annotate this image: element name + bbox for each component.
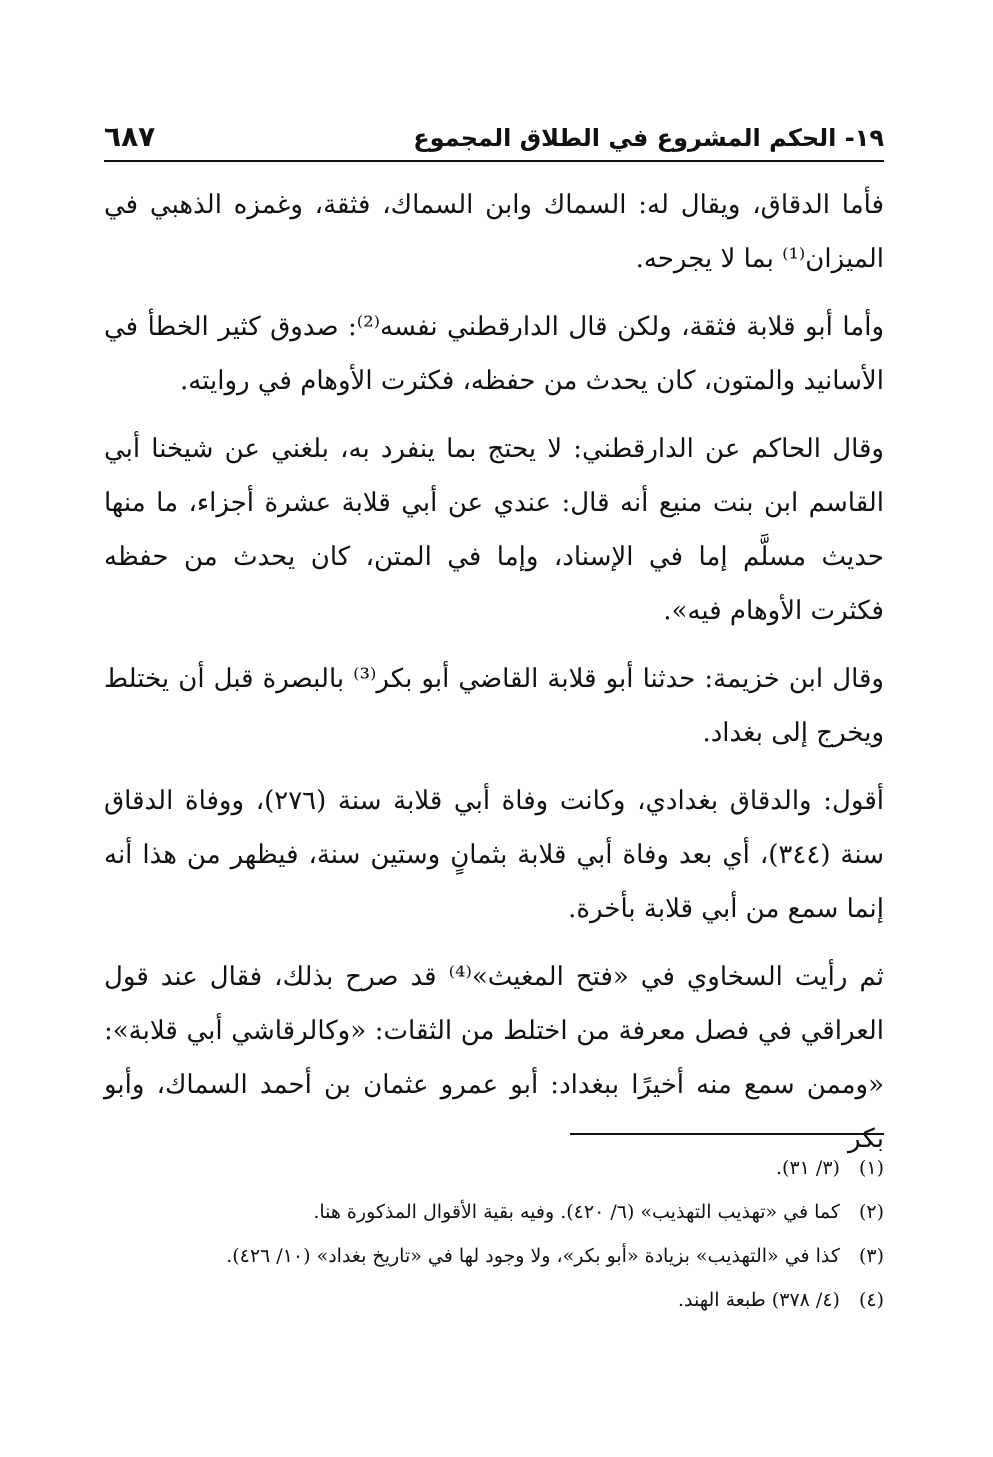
footnote-text: (٣/ ٣١). (775, 1157, 840, 1179)
paragraph-5: أقول: والدقاق بغدادي، وكانت وفاة أبي قلابة سنة (٢٧٦)، ووفاة الدقاق سنة (٣٤٤)، أي بعد وفاة أبي قلابة بثمانٍ وستين سنة، فيظهر من هذا أنه إنما سمع من أبي قلابة بأخرة. (104, 786, 884, 924)
page-number: ٦٨٧ (104, 120, 156, 153)
paragraph-1: فأما الدقاق، ويقال له: السماك وابن السماك، فثقة، وغمزه الذهبي في الميزان⁽¹⁾ بما لا يجرحه. (104, 190, 884, 274)
footnote-divider (570, 1133, 884, 1135)
footnote-3 (104, 1234, 884, 1278)
footnote-1 (104, 1146, 884, 1190)
page-header (104, 118, 884, 162)
chapter-title: ١٩- الحكم المشروع في الطلاق المجموع (413, 124, 884, 152)
footnote-number: (٤) (858, 1289, 884, 1311)
paragraph-6: ثم رأيت السخاوي في «فتح المغيث»⁽⁴⁾ قد صرح بذلك، فقال عند قول العراقي في فصل معرفة من اختلط من الثقات: «وكالرقاشي أبي قلابة»: «وممن سمع منه أخيرًا ببغداد: أبو عمرو عثمان بن أحمد السماك، وأبو بكر (104, 962, 884, 1154)
footnote-text: كذا في «التهذيب» بزيادة «أبو بكر»، ولا وجود لها في «تاريخ بغداد» (١٠/ ٤٢٦). (226, 1245, 840, 1267)
main-text (104, 178, 884, 1180)
footnote-number: (١) (858, 1157, 884, 1179)
paragraph-3: وقال الحاكم عن الدارقطني: لا يحتج بما ينفرد به، بلغني عن شيخنا أبي القاسم ابن بنت منيع أنه قال: عندي عن أبي قلابة عشرة أجزاء، ما منها حديث مسلَّم إما في الإسناد، وإما في المتن، كان يحدث من حفظه فكثرت الأوهام فيه». (104, 434, 884, 626)
paragraph-2: وأما أبو قلابة فثقة، ولكن قال الدارقطني نفسه⁽²⁾: صدوق كثير الخطأ في الأسانيد والمتون، كان يحدث من حفظه، فكثرت الأوهام في روايته. (104, 312, 884, 396)
footnote-2 (104, 1190, 884, 1234)
footnote-text: (٤/ ٣٧٨) طبعة الهند. (677, 1289, 840, 1311)
footnote-number: (٢) (858, 1201, 884, 1223)
paragraph-4: وقال ابن خزيمة: حدثنا أبو قلابة القاضي أبو بكر⁽³⁾ بالبصرة قبل أن يختلط ويخرج إلى بغداد. (104, 664, 884, 748)
footnote-number: (٣) (858, 1245, 884, 1267)
footnote-text: كما في «تهذيب التهذيب» (٦/ ٤٢٠). وفيه بقية الأقوال المذكورة هنا. (313, 1201, 840, 1223)
footnotes (104, 1146, 884, 1322)
footnote-4 (104, 1278, 884, 1322)
